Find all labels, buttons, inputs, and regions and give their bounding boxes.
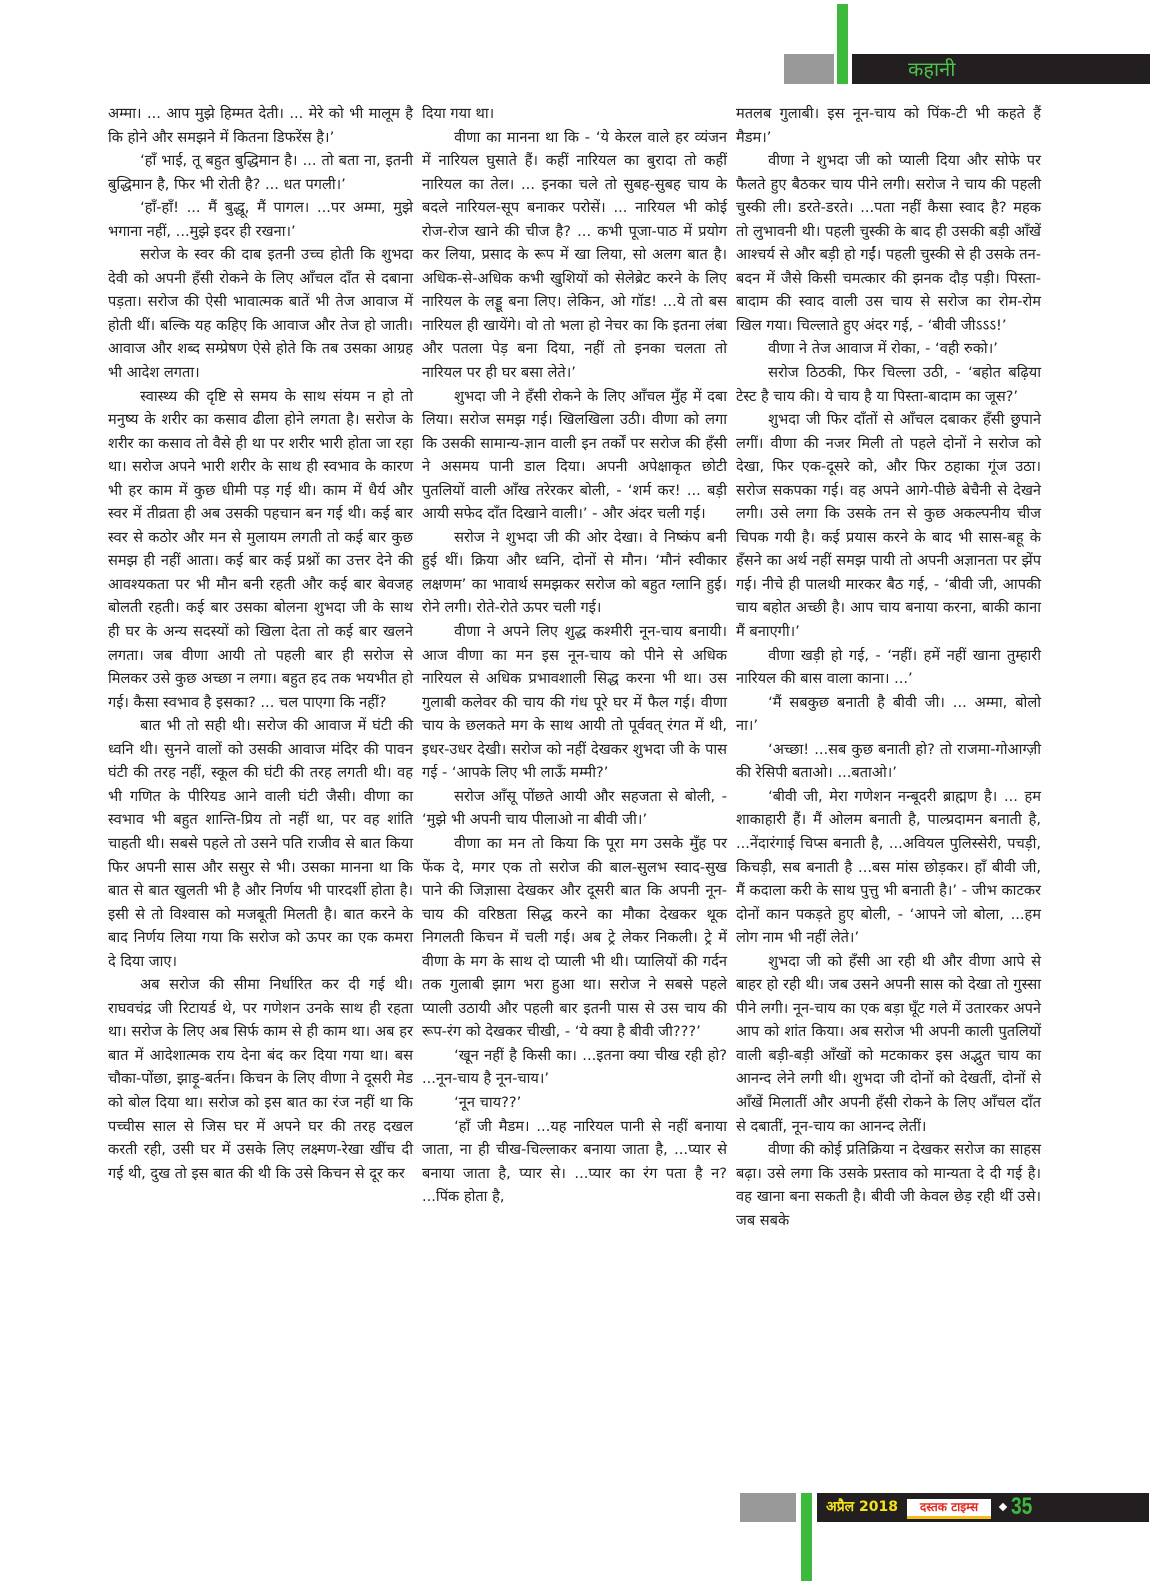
paragraph: शुभदा जी फिर दाँतों से आँचल दबाकर हँसी छुपाने लगीं। वीणा की नजर मिली तो पहले दोनों ने सरोज को देखा, फिर एक-दूसरे को, और फिर ठहाका गूंज उठा। सरोज सकपका गई। वह अपने आगे-पीछे बेचैनी से देखने लगी। उसे लगा कि उसके तन से कुछ अकल्पनीय चीज चिपक गयी है। कई प्रयास करने के बाद भी सास-बहू के हँसने का अर्थ नहीं समझ पायी तो अपनी अज्ञानता पर झेंप गई। नीचे ही पालथी मारकर बैठ गई, - ‘बीवी जी, आपकी चाय बहोत अच्छी है। आप चाय बनाया करना, बाकी काना मैं बनाएगी।’ <box>736 411 1041 641</box>
paragraph: वीणा का मन तो किया कि पूरा मग उसके मुँह पर फेंक दे, मगर एक तो सरोज की बाल-सुलभ स्वाद-सुख पाने की जिज्ञासा देखकर और दूसरी बात कि अपनी नून-चाय की वरिष्ठता सिद्ध करने का मौका देखकर थूक निगलती किचन में चली गई। अब ट्रे लेकर निकली। ट्रे में वीणा के मग के साथ दो प्याली भी थी। प्यालियों की गर्दन तक गुलाबी झाग भरा हुआ था। सरोज ने सबसे पहले प्याली उठायी और पहली बार इतनी पास से उस चाय की रूप-रंग को देखकर चीखी, - ‘ये क्या है बीवी जी???’ <box>422 834 727 1041</box>
paragraph: ‘हाँ-हाँ! ... मैं बुद्धू, मैं पागल। ...पर अम्मा, मुझे भगाना नहीं, ...मुझे इदर ही रखना।’ <box>108 199 413 240</box>
paragraph: मतलब गुलाबी। इस नून-चाय को पिंक-टी भी कहते हैं मैडम।’ <box>736 105 1041 146</box>
article-column-3 <box>736 102 1041 1232</box>
paragraph: ‘खून नहीं है किसी का। ...इतना क्या चीख रही हो? ...नून-चाय है नून-चाय।’ <box>422 1046 727 1088</box>
paragraph: वीणा का मानना था कि - ‘ये केरल वाले हर व्यंजन में नारियल घुसाते हैं। कहीं नारियल का बुरादा तो कहीं नारियल का तेल। ... इनका चले तो सुबह-सुबह चाय के बदले नारियल-सूप बनाकर परोसें। ... नारियल भी कोई रोज-रोज खाने की चीज है? ... कभी पूजा-पाठ में प्रयोग कर लिया, प्रसाद के रूप में खा लिया, सो अलग बात है। अधिक-से-अधिक कभी खुशियों को सेलेब्रेट करने के लिए नारियल के लड्डू बना लिए। लेकिन, ओ गॉड! ...ये तो बस नारियल ही खायेंगे। वो तो भला हो नेचर का कि इतना लंबा और पतला पेड़ बना दिया, नहीं तो इनका चलता तो नारियल पर ही घर बसा लेते।’ <box>422 128 727 382</box>
paragraph: सरोज आँसू पोंछते आयी और सहजता से बोली, - ‘मुझे भी अपनी चाय पीलाओ ना बीवी जी।’ <box>422 787 727 829</box>
paragraph: वीणा ने शुभदा जी को प्याली दिया और सोफे पर फैलते हुए बैठकर चाय पीने लगी। सरोज ने चाय की पहली चुस्की ली। डरते-डरते। ...पता नहीं कैसा स्वाद है? महक तो लुभावनी थी। पहली चुस्की के बाद ही उसकी बड़ी आँखें आश्चर्य से और बड़ी हो गईं। पहली चुस्की से ही उसके तन-बदन में जैसे किसी चमत्कार की झनक दौड़ पड़ी। पिस्ता-बादाम की स्वाद वाली उस चाय से सरोज का रोम-रोम खिल गया। चिल्लाते हुए अंदर गई, - ‘बीवी जीऽऽऽ!’ <box>736 152 1041 334</box>
magazine-logo-text: दस्तक टाइम्स <box>919 1500 979 1514</box>
paragraph: अब सरोज की सीमा निर्धारित कर दी गई थी। राघवचंद्र जी रिटायर्ड थे, पर गणेशन उनके साथ ही रहता था। सरोज के लिए अब सिर्फ काम से ही काम था। अब हर बात में आदेशात्मक राय देना बंद कर दिया गया था। बस चौका-पोंछा, झाड़ू-बर्तन। किचन के लिए वीणा ने दूसरी मेड को बोल दिया था। सरोज को इस बात का रंज नहीं था कि पच्चीस साल से जिस घर में अपने घर की तरह दखल करती रही, उसी घर में उसके लिए लक्ष्मण-रेखा खींच दी गई थी, दुख तो इस बात की थी कि उसे किचन से दूर कर <box>108 976 413 1182</box>
paragraph: स्वास्थ्य की दृष्टि से समय के साथ संयम न हो तो मनुष्य के शरीर का कसाव ढीला होने लगता है। सरोज के शरीर का कसाव तो वैसे ही था पर शरीर भारी होता जा रहा था। सरोज अपने भारी शरीर के साथ ही स्वभाव के कारण भी हर काम में कुछ धीमी पड़ गई थी। काम में धैर्य और स्वर में तीव्रता ही अब उसकी पहचान बन गई थी। कई बार स्वर से कठोर और मन से मुलायम लगती तो कई बार कुछ समझ ही नहीं आता। कई बार कई प्रश्नों का उत्तर देने की आवश्यकता पर भी मौन बनी रहती और कई बार बेवजह बोलती रहती। कई बार उसका बोलना शुभदा जी के साथ ही घर के अन्य सदस्यों को खिला देता तो कई बार खलने लगता। जब वीणा आयी तो पहली बार ही सरोज से मिलकर उसे कुछ अच्छा न लगा। बहुत हद तक भयभीत हो गई। कैसा स्वभाव है इसका? ... चल पाएगा कि नहीं? <box>108 387 413 711</box>
footer-accent-bar <box>801 1493 812 1581</box>
header-gray-block <box>784 54 834 84</box>
paragraph: ‘नून चाय??’ <box>454 1093 522 1111</box>
magazine-logo <box>907 1499 991 1519</box>
paragraph: ‘मैं सबकुछ बनाती है बीवी जी। ... अम्मा, बोलो ना।’ <box>736 693 1041 735</box>
header-section-bar <box>852 54 1150 84</box>
paragraph: शुभदा जी को हँसी आ रही थी और वीणा आपे से बाहर हो रही थी। जब उसने अपनी सास को देखा तो गुस्सा पीने लगी। नून-चाय का एक बड़ा घूँट गले में उतारकर अपने आप को शांत किया। अब सरोज भी अपनी काली पुतलियों वाली बड़ी-बड़ी आँखों को मटकाकर इस अद्भुत चाय का आनन्द लेने लगी थी। शुभदा जी दोनों को देखतीं, दोनों से आँखें मिलातीं और अपनी हँसी रोकने के लिए आँचल दाँत से दबातीं, नून-चाय का आनन्द लेतीं। <box>736 952 1041 1135</box>
issue-date: अप्रैल 2018 <box>826 1499 898 1515</box>
paragraph: बात भी तो सही थी। सरोज की आवाज में घंटी की ध्वनि थी। सुनने वालों को उसकी आवाज मंदिर की पावन घंटी की तरह नहीं, स्कूल की घंटी की तरह लगती थी। वह भी गणित के पीरियड आने वाली घंटी जैसी। वीणा का स्वभाव भी बहुत शान्ति-प्रिय तो नहीं था, पर वह शांति चाहती थी। सबसे पहले तो उसने पति राजीव से बात किया फिर अपनी सास और ससुर से भी। उसका मानना था कि बात से बात खुलती भी है और निर्णय भी पारदर्शी होता है। इसी से तो विश्वास को मजबूती मिलती है। बात करने के बाद निर्णय लिया गया कि सरोज को ऊपर का एक कमरा दे दिया जाए। <box>108 717 413 970</box>
paragraph: दिया गया था। <box>422 105 495 122</box>
header-accent-bar <box>837 4 848 84</box>
paragraph: ‘हाँ जी मैडम। ...यह नारियल पानी से नहीं बनाया जाता, ना ही चीख-चिल्लाकर बनाया जाता है, ...प्यार से बनाया जाता है, प्यार से। ...प्यार का रंग पता है न? ...पिंक होता है, <box>422 1117 727 1206</box>
paragraph: सरोज ठिठकी, फिर चिल्ला उठी, - ‘बहोत बढ़िया टेस्ट है चाय की। ये चाय है या पिस्ता-बादाम का जूस?’ <box>736 364 1041 405</box>
paragraph: ‘हाँ भाई, तू बहुत बुद्धिमान है। ... तो बता ना, इतनी बुद्धिमान है, फिर भी रोती है? ... धत पगली।’ <box>108 152 413 193</box>
paragraph: वीणा खड़ी हो गई, - ‘नहीं। हमें नहीं खाना तुम्हारी नारियल की बास वाला काना। ...’ <box>736 646 1041 688</box>
paragraph: अम्मा। ... आप मुझे हिम्मत देती। ... मेरे को भी मालूम है कि होने और समझने में कितना डिफरेंस है।’ <box>108 105 413 146</box>
footer-gray-block <box>740 1493 796 1522</box>
paragraph: सरोज ने शुभदा जी की ओर देखा। वे निष्कंप बनी हुई थीं। क्रिया और ध्वनि, दोनों से मौन। ‘मौनं स्वीकार लक्षणम’ का भावार्थ समझकर सरोज को बहुत ग्लानि हुई। रोने लगी। रोते-रोते ऊपर चली गई। <box>422 528 727 617</box>
paragraph: ‘बीवी जी, मेरा गणेशन नन्बूदरी ब्राह्मण है। ... हम शाकाहारी हैं। मैं ओलम बनाती है, पाल्प्रदामन बनाती है, ...नेंदारंगाई चिप्स बनाती है, ...अवियल पुलिस्सेरी, पचड़ी, किचड़ी, सब बनाती है ...बस मांस छोड़कर। हाँ बीवी जी, मैं कदाला करी के साथ पुत्तु भी बनाती है।’ - जीभ काटकर दोनों कान पकड़ते हुए बोली, - ‘आपने जो बोला, ...हम लोग नाम भी नहीं लेते।’ <box>736 787 1041 947</box>
paragraph: ‘अच्छा! ...सब कुछ बनाती हो? तो राजमा-गोआग्ज़ी की रेसिपी बताओ। ...बताओ।’ <box>736 740 1041 782</box>
paragraph: शुभदा जी ने हँसी रोकने के लिए आँचल मुँह में दबा लिया। सरोज समझ गई। खिलखिला उठी। वीणा को लगा कि उसकी सामान्य-ज्ञान वाली इन तर्कों पर सरोज की हँसी ने असमय पानी डाल दिया। अपनी अपेक्षाकृत छोटी पुतलियों वाली आँख तरेरकर बोली, - ‘शर्म कर! ... बड़ी आयी सफेद दाँत दिखाने वाली।’ - और अंदर चली गई। <box>422 387 727 523</box>
section-title: कहानी <box>908 57 956 81</box>
page-number: 35 <box>1011 1493 1033 1520</box>
article-column-1 <box>108 102 413 1185</box>
paragraph: वीणा ने तेज आवाज में रोका, - ‘वही रुको।’ <box>768 340 998 358</box>
paragraph: सरोज के स्वर की दाब इतनी उच्च होती कि शुभदा देवी को अपनी हँसी रोकने के लिए आँचल दाँत से दबाना पड़ता। सरोज की ऐसी भावात्मक बातें भी तेज आवाज में होती थीं। बल्कि यह कहिए कि आवाज और तेज हो जाती। आवाज और शब्द सम्प्रेषण ऐसे होते कि तब उसका आग्रह भी आदेश लगता। <box>108 246 413 382</box>
article-column-2 <box>422 102 727 1209</box>
paragraph: वीणा की कोई प्रतिक्रिया न देखकर सरोज का साहस बढ़ा। उसे लगा कि उसके प्रस्ताव को मान्यता दे दी गई है। वह खाना बना सकती है। बीवी जी केवल छेड़ रही थीं उसे। जब सबके <box>736 1141 1041 1229</box>
paragraph: वीणा ने अपने लिए शुद्ध कश्मीरी नून-चाय बनायी। आज वीणा का मन इस नून-चाय को पीने से अधिक नारियल से अधिक प्रभावशाली सिद्ध करना भी था। उस गुलाबी कलेवर की चाय की गंध पूरे घर में फैल गई। वीणा चाय के छलकते मग के साथ आयी तो पूर्ववत् रंगत में थी, इधर-उधर देखी। सरोज को नहीं देखकर शुभदा जी के पास गई - ‘आपके लिए भी लाऊँ मम्मी?’ <box>422 623 727 782</box>
